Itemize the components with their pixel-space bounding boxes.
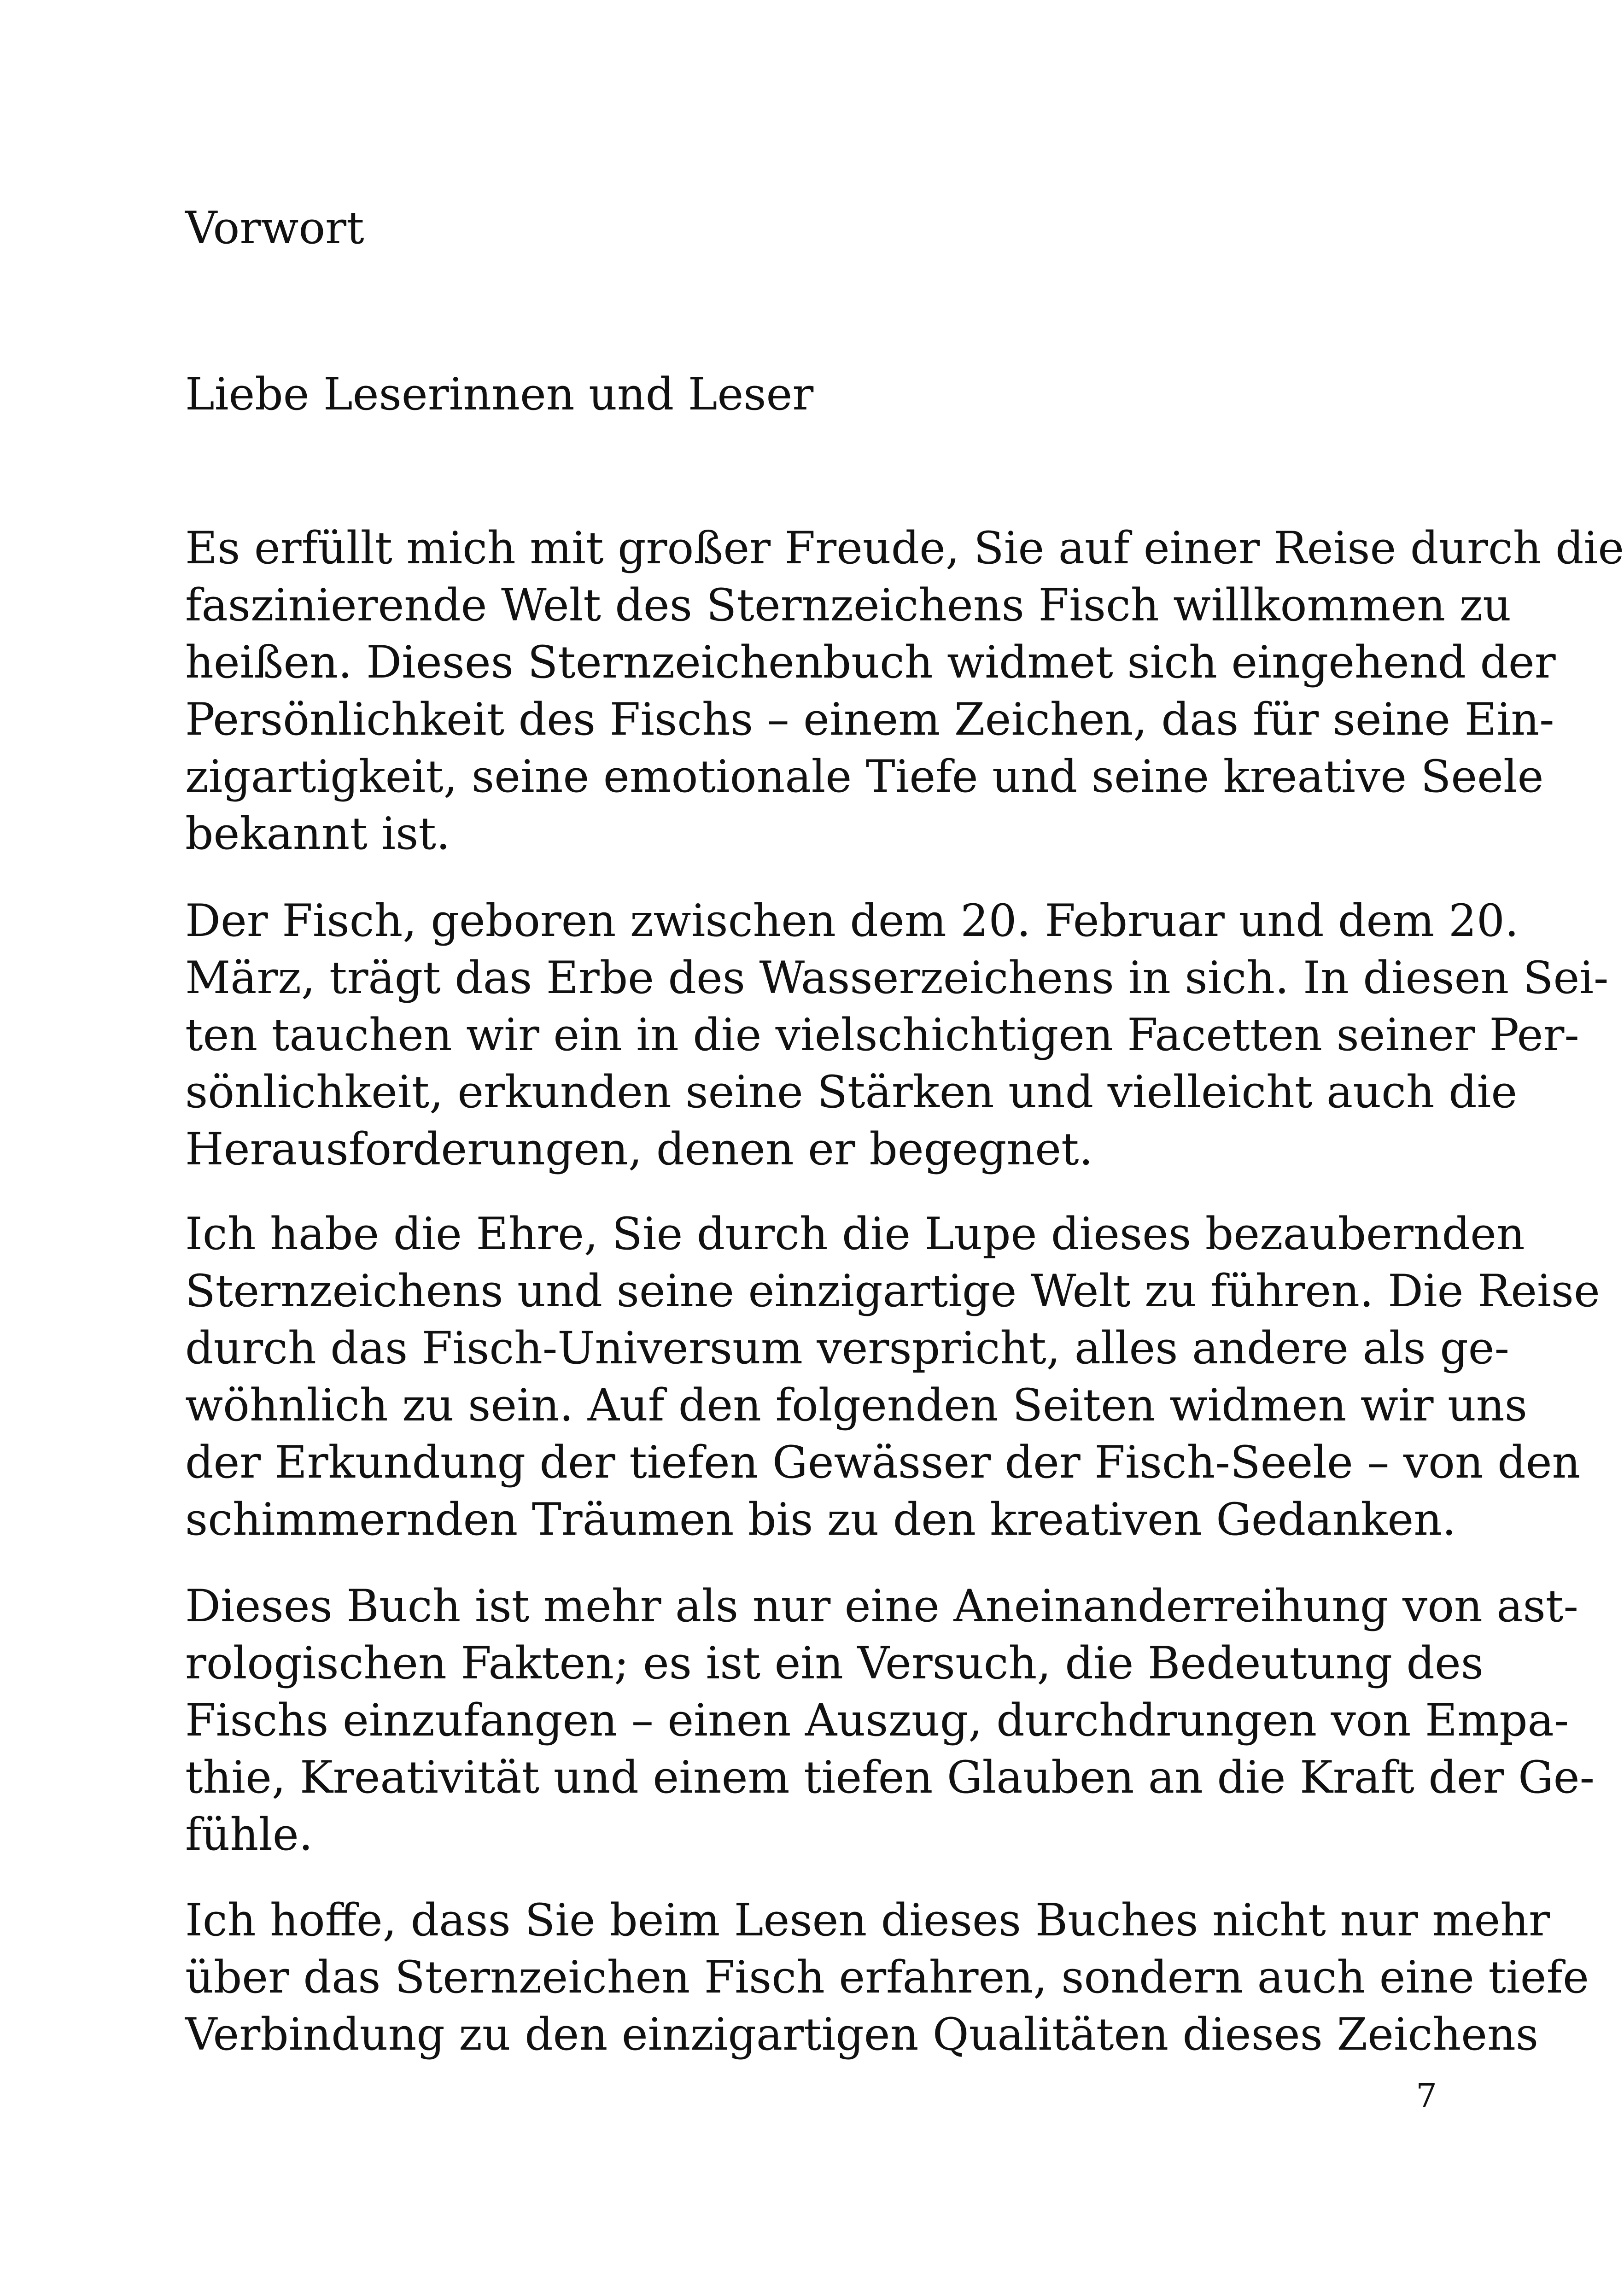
- text-line: Herausforderungen, denen er begegnet.: [185, 1123, 1093, 1175]
- text-line: sönlichkeit, erkunden seine Stärken und vielleicht auch die: [185, 1066, 1518, 1118]
- paragraph: [185, 1892, 1589, 2063]
- text-line: faszinierende Welt des Sternzeichens Fisch willkommen zu: [185, 579, 1512, 631]
- text-line: Sternzeichens und seine einzigartige Welt zu führen. Die Reise: [185, 1265, 1600, 1317]
- paragraph: [185, 1205, 1600, 1548]
- text-line: schimmernden Träumen bis zu den kreativen Gedanken.: [185, 1494, 1456, 1545]
- text-line: Dieses Buch ist mehr als nur eine Aneinanderreihung von ast-: [185, 1580, 1578, 1632]
- text-line: zigartigkeit, seine emotionale Tiefe und seine kreative Seele: [185, 751, 1544, 802]
- paragraph: [185, 892, 1609, 1178]
- text-line: heißen. Dieses Sternzeichenbuch widmet sich eingehend der: [185, 637, 1556, 688]
- text-line: rologischen Fakten; es ist ein Versuch, die Bedeutung des: [185, 1637, 1484, 1689]
- text-line: März, trägt das Erbe des Wasserzeichens in sich. In diesen Sei-: [185, 952, 1609, 1004]
- paragraph: [185, 520, 1624, 862]
- text-line: thie, Kreativität und einem tiefen Glauben an die Kraft der Ge-: [185, 1752, 1595, 1803]
- chapter-heading: Vorwort: [185, 202, 364, 254]
- text-line: Ich hoffe, dass Sie beim Lesen dieses Buches nicht nur mehr: [185, 1894, 1550, 1946]
- text-line: fühle.: [185, 1809, 313, 1860]
- text-line: Fischs einzufangen – einen Auszug, durchdrungen von Empa-: [185, 1695, 1569, 1746]
- text-line: Ich habe die Ehre, Sie durch die Lupe dieses bezaubernden: [185, 1208, 1525, 1260]
- paragraph: [185, 1578, 1595, 1863]
- page-number: 7: [1416, 2076, 1437, 2115]
- text-line: Es erfüllt mich mit großer Freude, Sie auf einer Reise durch die: [185, 522, 1624, 574]
- text-line: Der Fisch, geboren zwischen dem 20. Februar und dem 20.: [185, 895, 1519, 947]
- text-line: Verbindung zu den einzigartigen Qualitäten dieses Zeichens: [185, 2009, 1539, 2060]
- text-line: wöhnlich zu sein. Auf den folgenden Seiten widmen wir uns: [185, 1379, 1527, 1431]
- text-line: der Erkundung der tiefen Gewässer der Fisch-Seele – von den: [185, 1437, 1581, 1488]
- text-line: durch das Fisch-Universum verspricht, alles andere als ge-: [185, 1322, 1510, 1374]
- text-line: Persönlichkeit des Fischs – einem Zeichen, das für seine Ein-: [185, 694, 1554, 745]
- text-line: bekannt ist.: [185, 808, 450, 859]
- text-line: über das Sternzeichen Fisch erfahren, sondern auch eine tiefe: [185, 1952, 1589, 2003]
- salutation: Liebe Leserinnen und Leser: [185, 368, 814, 420]
- text-line: ten tauchen wir ein in die vielschichtigen Facetten seiner Per-: [185, 1009, 1579, 1061]
